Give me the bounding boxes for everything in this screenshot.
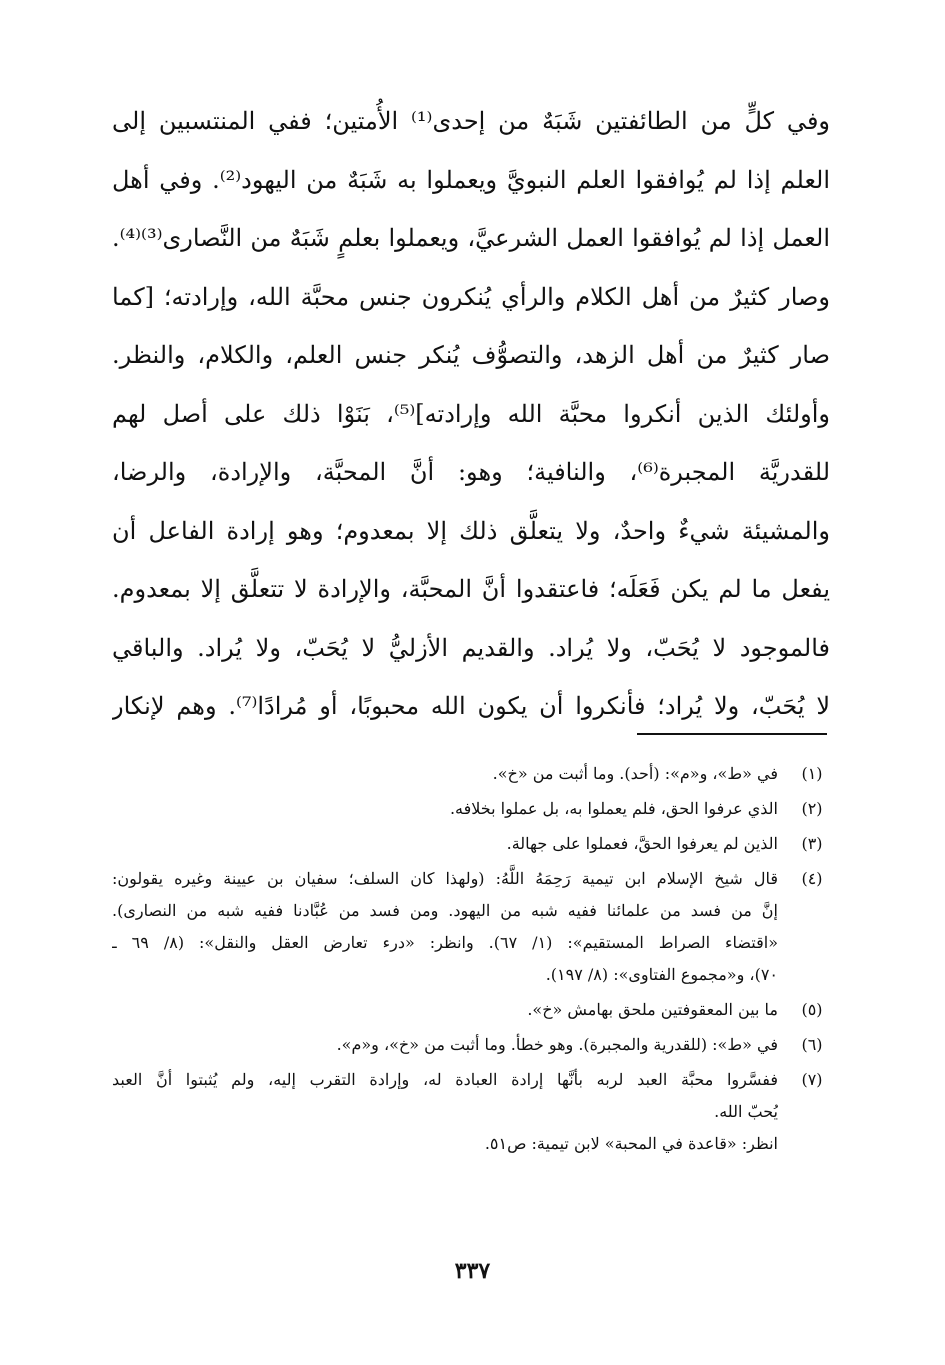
footnote-text: ٧٠)، و«مجموع الفتاوى»: (٨/ ١٩٧).	[545, 965, 778, 984]
footnote-text: الذي عرفوا الحق، فلم يعملوا به، بل عملوا بخلافه.	[449, 799, 778, 818]
footnote-text: ففسَّروا محبَّة العبد لربه بأنَّها إرادة العبادة له، وإرادة التقرب إليه، ولم يُثبتوا أنَّ العبد	[112, 1070, 778, 1089]
footnote-4	[112, 863, 830, 991]
body-line-6: وأولئك الذين أنكروا محبَّة الله وإرادته]⁽⁵⁾، بَنَوْا ذلك على أصل لهم	[112, 399, 830, 428]
page-number: ٣٣٧	[454, 1258, 491, 1284]
footnote-6	[112, 1029, 830, 1061]
body-line-8: والمشيئة شيءٌ واحدٌ، ولا يتعلَّق ذلك إلا بمعدوم؛ وهو إرادة الفاعل أن	[112, 516, 830, 545]
body-line-7: للقدريَّة المجبرة⁽⁶⁾، والنافية؛ وهو: أنَّ المحبَّة، والإرادة، والرضا،	[112, 458, 830, 486]
footnote-text: في «ط»: (للقدرية والمجبرة). وهو خطأ. وما أثبت من «خ»، و«م».	[336, 1035, 778, 1054]
main-text	[112, 92, 830, 736]
footnote-2	[112, 793, 830, 825]
footnote-number: (٣)	[801, 834, 823, 853]
body-line-2: العلم إذا لم يُوافقوا العلم النبويَّ ويعملوا به شَبَهٌ من اليهود⁽²⁾. وفي أهل	[112, 165, 830, 194]
footnote-text: ما بين المعقوفتين ملحق بهامش «خ».	[527, 1000, 778, 1019]
footnote-number: (١)	[801, 764, 823, 783]
body-line-1: وفي كلٍّ من الطائفتين شَبَهٌ من إحدى⁽¹⁾ الأُمتين؛ ففي المنتسبين إلى	[112, 107, 830, 135]
footnote-1	[112, 758, 830, 790]
body-line-10: فالموجود لا يُحَبّ، ولا يُراد. والقديم الأزليُّ لا يُحَبّ، ولا يُراد. والباقي	[112, 633, 830, 662]
body-line-11: لا يُحَبّ، ولا يُراد؛ فأنكروا أن يكون الله محبوبًا، أو مُرادًا⁽⁷⁾. وهم لإنكار	[112, 692, 830, 720]
footnote-text: إنَّ من فسد من علمائنا ففيه شبه من اليهود. ومن فسد من عُبَّادنا ففيه شبه من النصارى).	[112, 901, 778, 920]
footnote-number: (٧)	[801, 1070, 823, 1089]
footnote-text: «اقتضاء الصراط المستقيم»: (١/ ٦٧). وانظر: «درء تعارض العقل والنقل»: (٨/ ٦٩ ـ	[112, 933, 778, 952]
footnote-text: في «ط»، و«م»: (أحد). وما أثبت من «خ».	[492, 764, 778, 783]
footnote-number: (٤)	[801, 869, 823, 888]
footnote-5	[112, 994, 830, 1026]
body-line-3: العمل إذا لم يُوافقوا العمل الشرعيَّ، ويعملوا بعلمٍ شَبَهٌ من النَّصارى⁽³⁾⁽⁴⁾.	[112, 224, 830, 252]
footnote-number: (٦)	[801, 1035, 823, 1054]
body-line-5: صار كثيرٌ من أهل الزهد، والتصوُّف يُنكر جنس العلم، والكلام، والنظر.	[112, 341, 830, 369]
body-line-4: وصار كثيرٌ من أهل الكلام والرأي يُنكرون جنس محبَّة الله، وإرادته؛ [كما	[112, 282, 830, 311]
footnote-number: (٢)	[801, 799, 823, 818]
footnote-text: يُحبّ الله.	[714, 1102, 778, 1121]
body-line-9: يفعل ما لم يكن فَعَلَه؛ فاعتقدوا أنَّ المحبَّة، والإرادة لا تتعلَّق إلا بمعدوم.	[112, 575, 830, 603]
footnote-text: قال شيخ الإسلام ابن تيمية رَحِمَهُ اللَّهُ: (ولهذا كان السلف؛ سفيان بن عيينة وغيره يقولون:	[112, 869, 778, 888]
footnote-separator	[637, 733, 827, 735]
footnote-text: الذين لم يعرفوا الحقَّ، فعملوا على جهالة.	[506, 834, 778, 853]
footnote-text: انظر: «قاعدة في المحبة» لابن تيمية: ص٥١.	[484, 1134, 778, 1153]
footnote-3	[112, 828, 830, 860]
footnote-number: (٥)	[801, 1000, 823, 1019]
footnote-7	[112, 1064, 830, 1160]
footnotes	[112, 758, 830, 1163]
